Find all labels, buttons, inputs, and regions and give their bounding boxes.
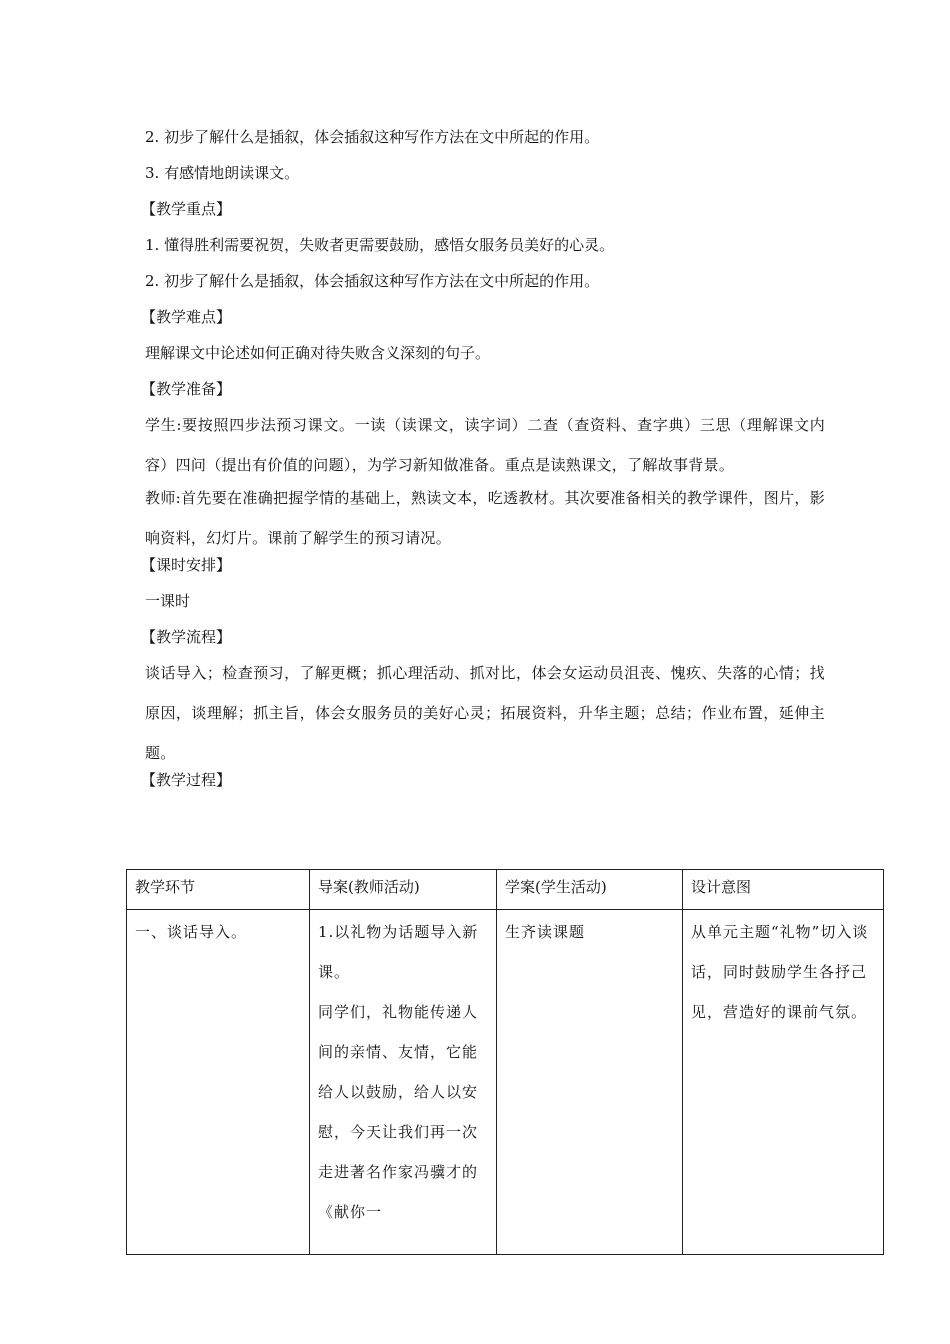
process-heading: 【教学过程】	[141, 771, 232, 789]
flow-text: 谈话导入；检查预习，了解更概；抓心理活动、抓对比，体会女运动员沮丧、愧疚、失落的心情；找原因，谈理解；抓主旨，体会女服务员的美好心灵；拓展资料，升华主题；总结；作业布置，延伸主题。	[145, 664, 825, 762]
stage-text: 一、谈话导入。	[135, 923, 248, 941]
cell-teacher-activity	[310, 910, 497, 1255]
header-teacher-activity: 导案(教师活动)	[310, 870, 497, 910]
key-point-2: 2. 初步了解什么是插叙，体会插叙这种写作方法在文中所起的作用。	[145, 272, 600, 290]
key-point-1: 1. 懂得胜利需要祝贺，失败者更需要鼓励，感悟女服务员美好的心灵。	[145, 236, 615, 254]
teacher-activity-body: 同学们，礼物能传递人间的亲情、友情，它能给人以鼓励，给人以安慰，今天让我们再一次走进著名作家冯骥才的《献你一	[318, 1003, 479, 1221]
design-intent-text: 从单元主题“礼物”切入谈话，同时鼓励学生各抒己见，营造好的课前气氛。	[691, 923, 869, 1021]
preparation-heading: 【教学准备】	[141, 380, 232, 398]
teacher-activity-title: 1.以礼物为话题导入新课。	[318, 923, 479, 981]
lesson-plan-body	[141, 124, 825, 803]
key-points-heading: 【教学重点】	[141, 200, 232, 218]
table-header-row	[127, 870, 884, 910]
cell-design-intent	[683, 910, 884, 1255]
header-stage: 教学环节	[127, 870, 310, 910]
schedule-text: 一课时	[145, 592, 191, 610]
flow-heading: 【教学流程】	[141, 628, 232, 646]
table-row	[127, 910, 884, 1255]
schedule-heading: 【课时安排】	[141, 556, 232, 574]
difficulty-text: 理解课文中论述如何正确对待失败含义深刻的句子。	[145, 344, 491, 362]
header-design-intent: 设计意图	[683, 870, 884, 910]
cell-student-activity	[497, 910, 683, 1255]
student-activity-text: 生齐读课题	[505, 923, 586, 941]
preparation-student: 学生:要按照四步法预习课文。一读（读课文，读字词）二查（查资料、查字典）三思（理解课文内容）四问（提出有价值的问题），为学习新知做准备。重点是读熟课文，了解故事背景。	[145, 416, 825, 474]
teaching-process-table	[126, 869, 884, 1255]
header-student-activity: 学案(学生活动)	[497, 870, 683, 910]
goal-3: 3. 有感情地朗读课文。	[145, 164, 300, 182]
cell-stage	[127, 910, 310, 1255]
difficulty-heading: 【教学难点】	[141, 308, 232, 326]
preparation-teacher: 教师:首先要在准确把握学情的基础上，熟读文本，吃透教材。其次要准备相关的教学课件，图片，影响资料，幻灯片。课前了解学生的预习请况。	[145, 489, 825, 547]
goal-2: 2. 初步了解什么是插叙，体会插叙这种写作方法在文中所起的作用。	[145, 128, 600, 146]
